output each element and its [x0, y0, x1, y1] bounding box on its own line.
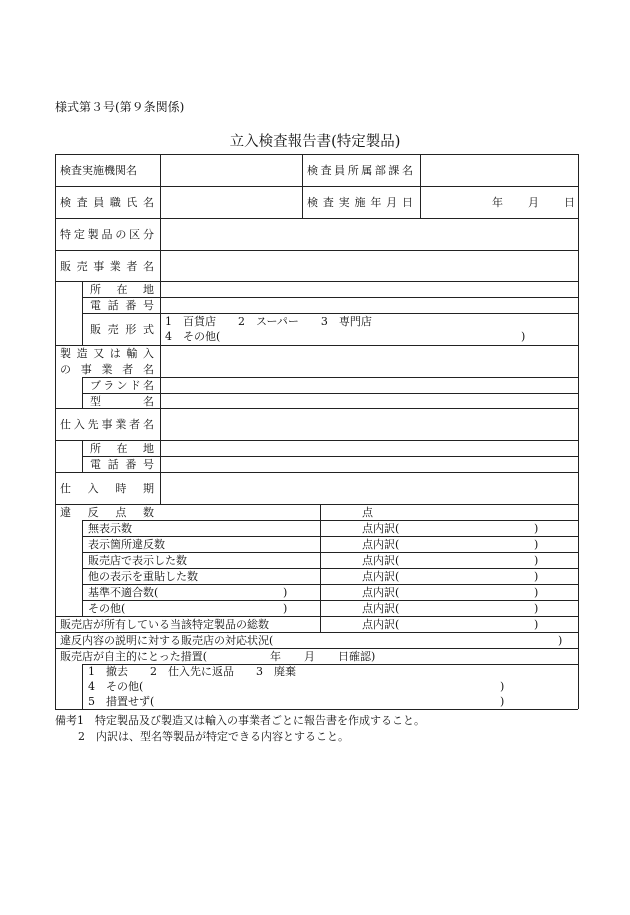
violation-item-detail: 点内訳(	[362, 602, 400, 615]
row-line	[55, 186, 578, 187]
row-line	[55, 472, 578, 473]
seller-label: 販 売 事 業 者 名	[60, 260, 154, 273]
row-line	[55, 504, 578, 505]
row-line	[82, 393, 578, 394]
measures-year-label: 年	[270, 650, 281, 663]
row-line	[82, 568, 578, 569]
seller-response-label: 違反内容の説明に対する販売店の対応状況(	[60, 634, 274, 647]
violation-item-label-close-paren: )	[283, 586, 288, 599]
agency-label: 検査実施機関名	[60, 164, 137, 177]
indent-line	[82, 520, 83, 616]
inspector-dept-label: 検 査 員 所 属 部 課 名	[307, 164, 413, 177]
total-products-detail: 点内訳(	[362, 618, 400, 631]
label-column-line	[160, 154, 161, 504]
table-border-left	[55, 154, 56, 709]
sales-form-options-2: 4 その他(	[165, 330, 221, 343]
date-month-label: 月	[528, 196, 539, 209]
maker-label-line1: 製 造 又 は 輸 入	[60, 347, 154, 360]
row-line	[55, 281, 578, 282]
violation-item-label: 表示箇所違反数	[88, 538, 165, 551]
supplier-label: 仕 入 先 事 業 者 名	[60, 418, 154, 431]
violations-points-label: 点	[362, 506, 373, 519]
row-line	[82, 520, 578, 521]
date-day-label: 日	[564, 196, 575, 209]
inspector-name-label: 検 査 員 職 氏 名	[60, 196, 154, 209]
indent-line	[82, 377, 83, 408]
note-1: 備考1 特定製品及び製造又は輸入の事業者ごとに報告書を作成すること。	[55, 714, 425, 727]
purchase-time-label: 仕 入 時 期	[60, 482, 154, 495]
row-line	[82, 297, 578, 298]
row-line	[55, 218, 578, 219]
violation-item-label: 無表示数	[88, 522, 132, 535]
measures-options-2-close-paren: )	[500, 680, 505, 693]
row-line	[55, 345, 578, 346]
row-line	[55, 616, 578, 617]
measures-month-label: 月	[304, 650, 315, 663]
supplier-address-label: 所 在 地	[90, 442, 154, 455]
violation-item-detail: 点内訳(	[362, 522, 400, 535]
row-line	[55, 440, 578, 441]
violation-item-detail: 点内訳(	[362, 538, 400, 551]
detail-column-line	[320, 504, 321, 632]
row-line	[55, 250, 578, 251]
seller-response-close-paren: )	[558, 634, 563, 647]
row-line	[82, 536, 578, 537]
violation-item-label: その他(	[88, 602, 126, 615]
violation-item-close-paren: )	[534, 554, 539, 567]
measures-options-3: 5 措置せず(	[88, 695, 155, 708]
violation-item-detail: 点内訳(	[362, 586, 400, 599]
brand-label: ブ ラ ン ド 名	[90, 379, 154, 392]
form-number: 様式第３号(第９条関係)	[55, 100, 185, 114]
indent-line	[82, 440, 83, 472]
seller-phone-label: 電 話 番 号	[90, 299, 154, 312]
violation-item-label: 基準不適合数(	[88, 586, 159, 599]
sales-form-label: 販 売 形 式	[90, 323, 154, 336]
row-line	[82, 313, 578, 314]
row-line	[82, 584, 578, 585]
measures-options-3-close-paren: )	[500, 695, 505, 708]
row-line	[82, 456, 578, 457]
violation-item-close-paren: )	[534, 538, 539, 551]
column-line	[420, 154, 421, 218]
measures-confirm-label: 日確認)	[338, 650, 376, 663]
table-border-top	[55, 154, 578, 155]
sales-form-close-paren: )	[521, 330, 526, 343]
measures-options-1: 1 撤去 2 仕入先に返品 3 廃棄	[88, 665, 296, 678]
row-line	[55, 408, 578, 409]
violation-item-label: 他の表示を重貼した数	[88, 570, 198, 583]
page-title: 立入検査報告書(特定製品)	[229, 134, 401, 150]
violation-item-label-close-paren: )	[283, 602, 288, 615]
date-year-label: 年	[492, 196, 503, 209]
violation-item-detail: 点内訳(	[362, 570, 400, 583]
maker-label-line2: の 事 業 者 名	[60, 363, 154, 376]
row-line	[55, 648, 578, 649]
table-border-right	[578, 154, 579, 709]
note-2: 2 内訳は、型名等製品が特定できる内容とすること。	[78, 730, 349, 743]
row-line	[82, 600, 578, 601]
violation-item-close-paren: )	[534, 602, 539, 615]
product-category-label: 特 定 製 品 の 区 分	[60, 228, 154, 241]
violation-item-detail: 点内訳(	[362, 554, 400, 567]
model-label: 型 名	[90, 395, 154, 408]
row-line	[55, 632, 578, 633]
row-line	[82, 552, 578, 553]
violation-item-label: 販売店で表示した数	[88, 554, 187, 567]
total-products-close-paren: )	[534, 618, 539, 631]
seller-address-label: 所 在 地	[90, 283, 154, 296]
violations-header: 違 反 点 数	[60, 506, 154, 519]
violation-item-close-paren: )	[534, 586, 539, 599]
sales-form-options-1: 1 百貨店 2 スーパー 3 専門店	[165, 315, 372, 328]
inspection-date-label: 検 査 実 施 年 月 日	[307, 196, 413, 209]
total-products-label: 販売店が所有している当該特定製品の総数	[60, 618, 269, 631]
measures-options-2: 4 その他(	[88, 680, 144, 693]
violation-item-close-paren: )	[534, 522, 539, 535]
voluntary-measures-label: 販売店が自主的にとった措置(	[60, 650, 208, 663]
supplier-phone-label: 電 話 番 号	[90, 458, 154, 471]
violation-item-close-paren: )	[534, 570, 539, 583]
indent-line	[82, 281, 83, 345]
row-line	[82, 377, 578, 378]
table-border-bottom	[55, 709, 578, 710]
column-line	[302, 154, 303, 218]
indent-line	[82, 664, 83, 709]
